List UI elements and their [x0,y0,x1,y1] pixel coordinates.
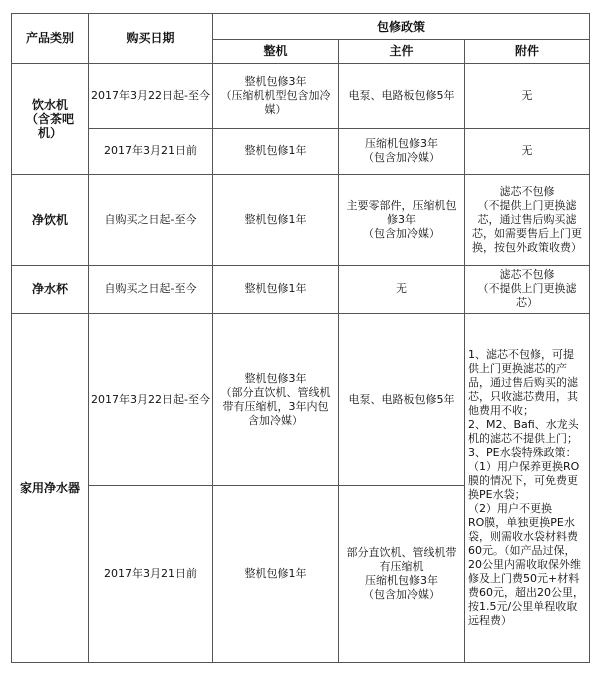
whole-cell: 整机包修1年 [213,486,339,663]
category-cell: 饮水机 （含茶吧 机） [12,63,89,174]
whole-cell: 整机包修3年 （压缩机机型包含加冷 媒） [213,63,339,129]
main-cell: 压缩机包修3年 （包含加冷媒） [339,129,465,174]
date-cell: 2017年3月22日起-至今 [89,63,213,129]
accessory-cell: 滤芯不包修 （不提供上门更换滤 芯，通过售后购买滤 芯，如需要售后上门更 换，按包外政策收费） [465,174,590,265]
accessory-cell: 滤芯不包修 （不提供上门更换滤 芯） [465,265,590,314]
main-cell: 电泵、电路板包修5年 [339,314,465,486]
header-row-1 [12,14,590,40]
table-row [12,63,590,129]
table-row [12,129,590,174]
header-main: 主件 [339,40,465,63]
date-cell: 2017年3月21日前 [89,129,213,174]
category-cell: 净饮机 [12,174,89,265]
header-date: 购买日期 [89,14,213,64]
whole-cell: 整机包修3年 （部分直饮机、管线机 带有压缩机，3年内包 含加冷媒） [213,314,339,486]
header-policy: 包修政策 [213,14,590,40]
main-cell: 电泵、电路板包修5年 [339,63,465,129]
category-cell: 净水杯 [12,265,89,314]
category-cell: 家用净水器 [12,314,89,663]
main-cell: 部分直饮机、管线机带 有压缩机 压缩机包修3年 （包含加冷媒） [339,486,465,663]
accessory-cell: 1、滤芯不包修，可提 供上门更换滤芯的产 品，通过售后购买的滤 芯，只收滤芯费用，其 他费用不收； 2、M2、Bafi、水龙头 机的滤芯不提供上门； 3、PE水袋特殊政策： （1）用户保养更换RO 膜的情况下，可免费更 换PE水袋； （2）用户不更换 RO膜，单独更换PE水 袋，则需收水袋材料费 60元。（如产品过保， 20公里内需收取保外维 修及上门费50元+材料 费60元，超出20公里， 按1.5元/公里单程收取 远程费） [465,314,590,663]
accessory-cell: 无 [465,129,590,174]
header-whole: 整机 [213,40,339,63]
warranty-policy-table [11,13,590,663]
whole-cell: 整机包修1年 [213,265,339,314]
whole-cell: 整机包修1年 [213,174,339,265]
table-row [12,314,590,486]
table-row [12,265,590,314]
header-accessory: 附件 [465,40,590,63]
date-cell: 自购买之日起-至今 [89,265,213,314]
accessory-cell: 无 [465,63,590,129]
date-cell: 2017年3月21日前 [89,486,213,663]
main-cell: 主要零部件，压缩机包 修3年 （包含加冷媒） [339,174,465,265]
main-cell: 无 [339,265,465,314]
header-category: 产品类别 [12,14,89,64]
table-row [12,174,590,265]
whole-cell: 整机包修1年 [213,129,339,174]
date-cell: 2017年3月22日起-至今 [89,314,213,486]
date-cell: 自购买之日起-至今 [89,174,213,265]
